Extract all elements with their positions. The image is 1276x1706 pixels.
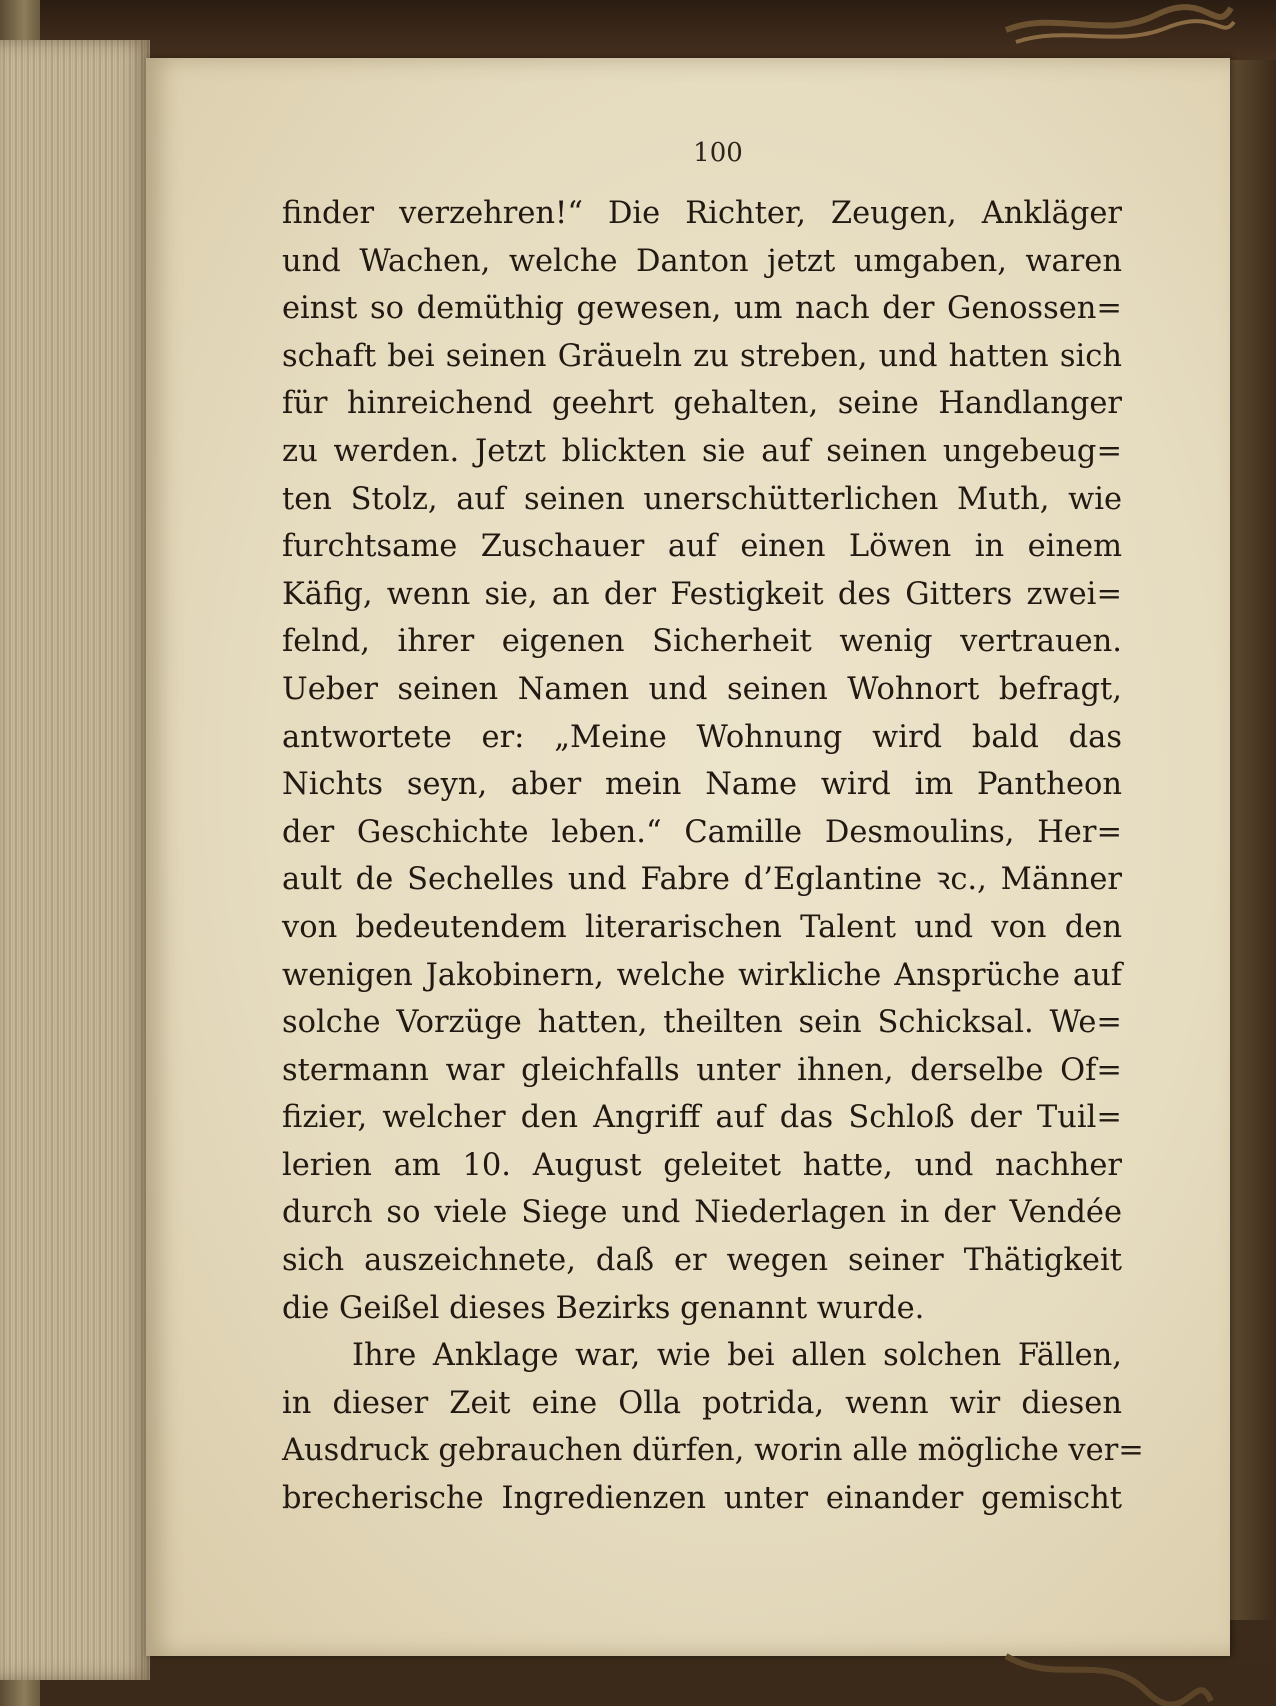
binding-thread-top [996, 0, 1236, 50]
text-line: sich auszeichnete, daß er wegen seiner Thätigkeit [282, 1243, 1122, 1279]
text-line: felnd, ihrer eigenen Sicherheit wenig vertrauen. [282, 624, 1122, 660]
text-line: Käfig, wenn sie, an der Festigkeit des Gitters zwei= [282, 576, 1122, 612]
text-line: finder verzehren!“ Die Richter, Zeugen, Ankläger [282, 196, 1122, 231]
text-line: antwortete er: „Meine Wohnung wird bald das [282, 719, 1122, 755]
text-line: furchtsame Zuschauer auf einen Löwen in einem [282, 529, 1122, 565]
text-line: in dieser Zeit eine Olla potrida, wenn wir diesen [282, 1385, 1122, 1421]
text-line: brecherische Ingredienzen unter einander gemischt [282, 1481, 1122, 1517]
text-line: Ihre Anklage war, wie bei allen solchen Fällen, [352, 1338, 1122, 1374]
text-line: lerien am 10. August geleitet hatte, und nachher [282, 1147, 1122, 1183]
page-text [282, 190, 1144, 1523]
text-line: Nichts seyn, aber mein Name wird im Pantheon [282, 767, 1122, 803]
book-page [146, 58, 1230, 1656]
page-stack-edge [0, 40, 150, 1680]
text-line: zu werden. Jetzt blickten sie auf seinen ungebeug= [282, 433, 1122, 469]
text-line: Ausdruck gebrauchen dürfen, worin alle mögliche ver= [282, 1433, 1144, 1469]
text-line: stermann war gleichfalls unter ihnen, derselbe Of= [282, 1052, 1122, 1088]
text-line: schaft bei seinen Gräueln zu streben, und hatten sich [282, 338, 1122, 374]
text-line: einst so demüthig gewesen, um nach der Genossen= [282, 291, 1122, 327]
text-line: für hinreichend geehrt gehalten, seine Handlanger [282, 386, 1122, 422]
text-line: fizier, welcher den Angriff auf das Schloß der Tuil= [282, 1100, 1122, 1136]
page-number: 100 [693, 138, 743, 168]
text-line: wenigen Jakobinern, welche wirkliche Ansprüche auf [282, 957, 1122, 993]
binding-thread-bottom [996, 1646, 1216, 1706]
text-line: durch so viele Siege und Niederlagen in der Vendée [282, 1195, 1122, 1231]
text-line: von bedeutendem literarischen Talent und von den [282, 909, 1122, 945]
text-line: und Wachen, welche Danton jetzt umgaben, waren [282, 243, 1122, 279]
text-line: ten Stolz, auf seinen unerschütterlichen Muth, wie [282, 481, 1122, 517]
text-line: solche Vorzüge hatten, theilten sein Schicksal. We= [282, 1005, 1122, 1041]
text-line: ault de Sechelles und Fabre d’Eglantine ꝛc., Männer [282, 862, 1122, 898]
text-line: die Geißel dieses Bezirks genannt wurde. [282, 1290, 925, 1326]
text-line: Ueber seinen Namen und seinen Wohnort befragt, [282, 671, 1122, 707]
text-line: der Geschichte leben.“ Camille Desmoulins, Her= [282, 814, 1122, 850]
